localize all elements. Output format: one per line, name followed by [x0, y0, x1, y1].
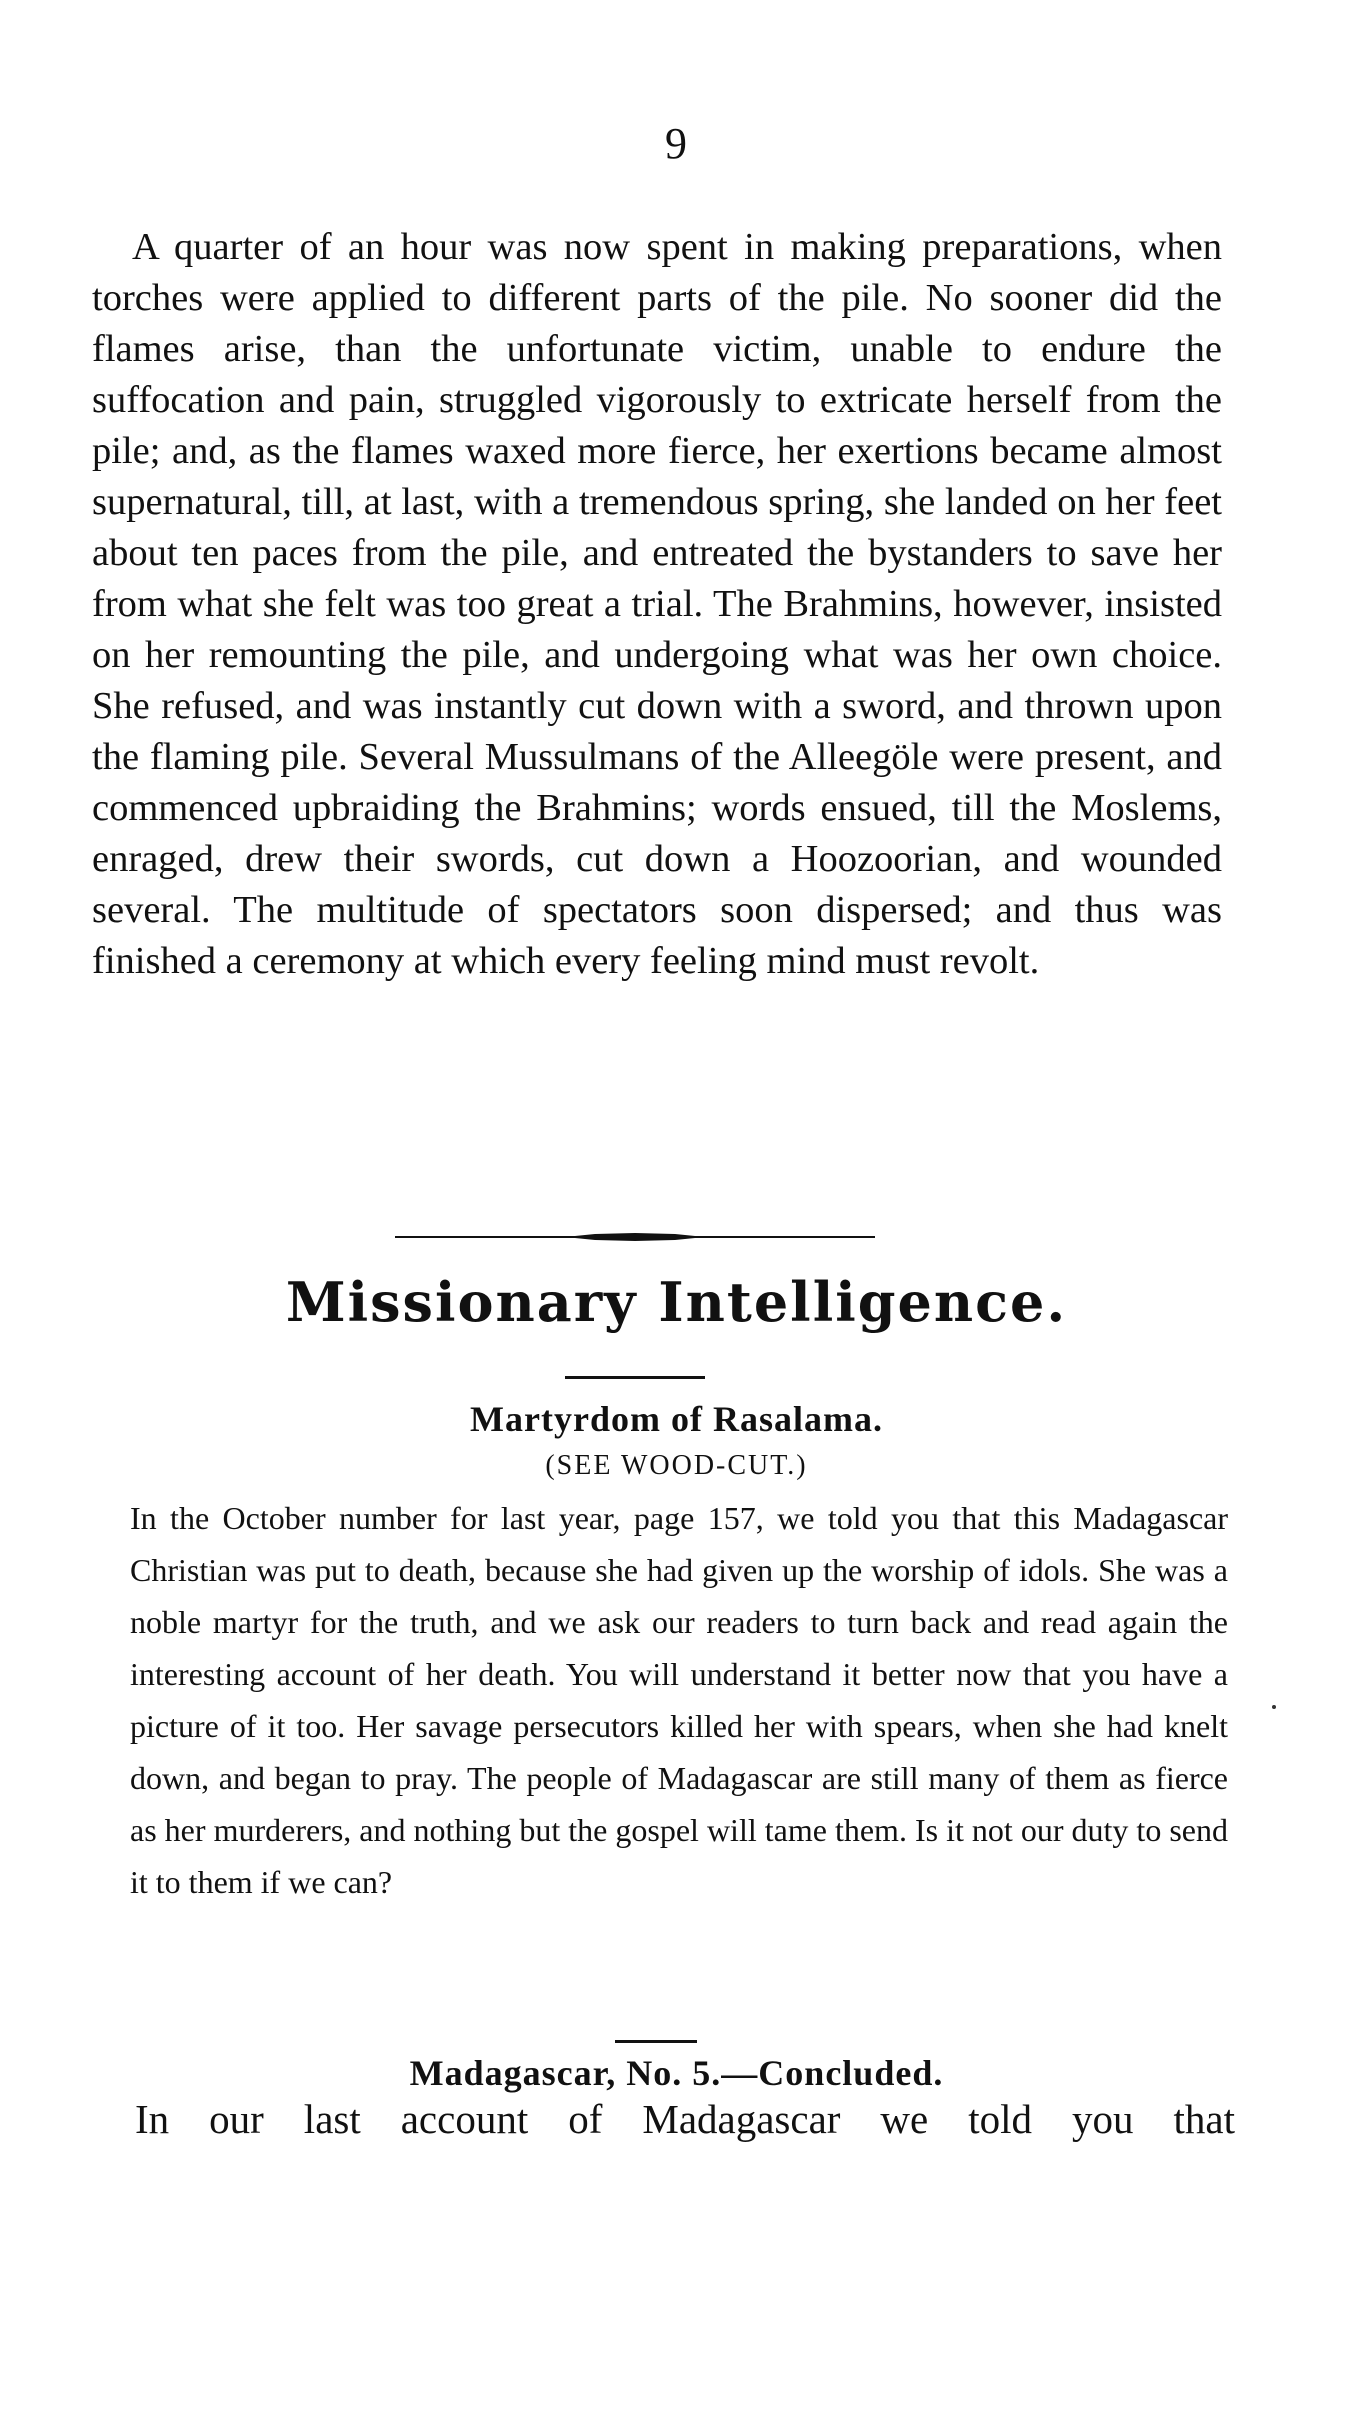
title-divider: [565, 1376, 705, 1379]
ink-speck: [1272, 1705, 1276, 1709]
page-number: 9: [665, 119, 688, 168]
section-title: Missionary Intelligence.: [285, 1270, 1068, 1334]
passage-paragraph: A quarter of an hour was now spent in making preparations, when torches were applied to different parts of the pile. No sooner did the flames arise, than the unfortunate victim, unable to endure the suffocation and pain, struggled vigorously to extricate herself from the pile; and, as the flames waxed more fierce, her exertions became almost supernatural, till, at last, with a tremendous spring, she landed on her feet about ten paces from the pile, and entreated the bystanders to save her from what she felt was too great a trial. The Brahmins, however, insisted on her remounting the pile, and undergoing what was her own choice. She refused, and was instantly cut down with a sword, and thrown upon the flaming pile. Several Mussulmans of the Alleegöle were present, and commenced upbraiding the Brahmins; words ensued, till the Moslems, enraged, drew their swords, cut down a Hoozoorian, and wounded several. The multitude of spectators soon dispersed; and thus was finished a ceremony at which every feeling mind must revolt.: [92, 226, 1222, 982]
article-divider: [615, 2040, 697, 2043]
article-note: (SEE WOOD-CUT.): [545, 1450, 808, 1481]
ornamental-rule: [395, 1232, 875, 1242]
article-paragraph: In the October number for last year, page 157, we told you that this Madagascar Christian was put to death, because she had given up the worship of idols. She was a noble martyr for the truth, and we ask our readers to turn back and read again the interesting account of her death. You will understand it better now that you have a picture of it too. Her savage persecutors killed her with spears, when she had knelt down, and began to pray. The people of Madagascar are still many of them as fierce as her murderers, and nothing but the gospel will tame them. Is it not our duty to send it to them if we can?: [130, 1500, 1228, 1900]
next-article-title: Madagascar, No. 5.—Concluded.: [409, 2053, 944, 2093]
article-title: Martyrdom of Rasalama.: [470, 1399, 883, 1439]
next-article-paragraph: In our last account of Madagascar we told you that: [135, 2096, 1235, 2142]
